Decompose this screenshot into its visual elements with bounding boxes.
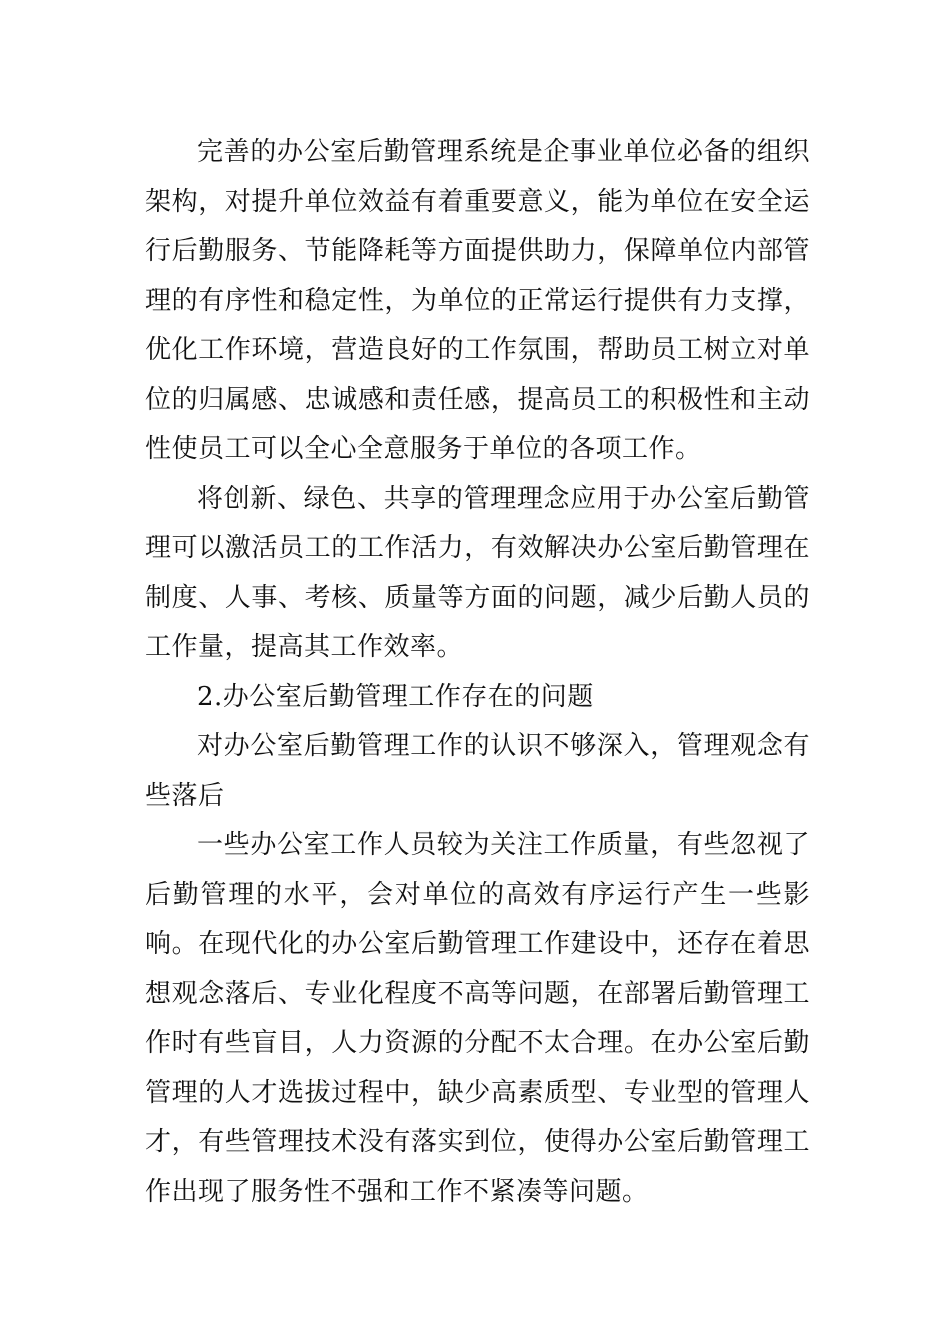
paragraph-management-concept: 将创新、绿色、共享的管理理念应用于办公室后勤管理可以激活员工的工作活力，有效解决办公室后勤管理在制度、人事、考核、质量等方面的问题，减少后勤人员的工作量，提高其工作效率。 xyxy=(145,483,810,662)
document-body xyxy=(145,128,810,1217)
subsection-heading: 对办公室后勤管理工作的认识不够深入，管理观念有些落后 xyxy=(145,731,810,811)
section-heading: 2.办公室后勤管理工作存在的问题 xyxy=(197,681,594,712)
paragraph-intro: 完善的办公室后勤管理系统是企事业单位必备的组织架构，对提升单位效益有着重要意义，能为单位在安全运行后勤服务、节能降耗等方面提供助力，保障单位内部管理的有序性和稳定性，为单位的正常运行提供有力支撑，优化工作环境，营造良好的工作氛围，帮助员工树立对单位的归属感、忠诚感和责任感，提高员工的积极性和主动性使员工可以全心全意服务于单位的各项工作。 xyxy=(145,137,810,464)
paragraph-problems: 一些办公室工作人员较为关注工作质量，有些忽视了后勤管理的水平，会对单位的高效有序运行产生一些影响。在现代化的办公室后勤管理工作建设中，还存在着思想观念落后、专业化程度不高等问题，在部署后勤管理工作时有些盲目，人力资源的分配不太合理。在办公室后勤管理的人才选拔过程中，缺少高素质型、专业型的管理人才，有些管理技术没有落实到位，使得办公室后勤管理工作出现了服务性不强和工作不紧凑等问题。 xyxy=(145,830,810,1207)
